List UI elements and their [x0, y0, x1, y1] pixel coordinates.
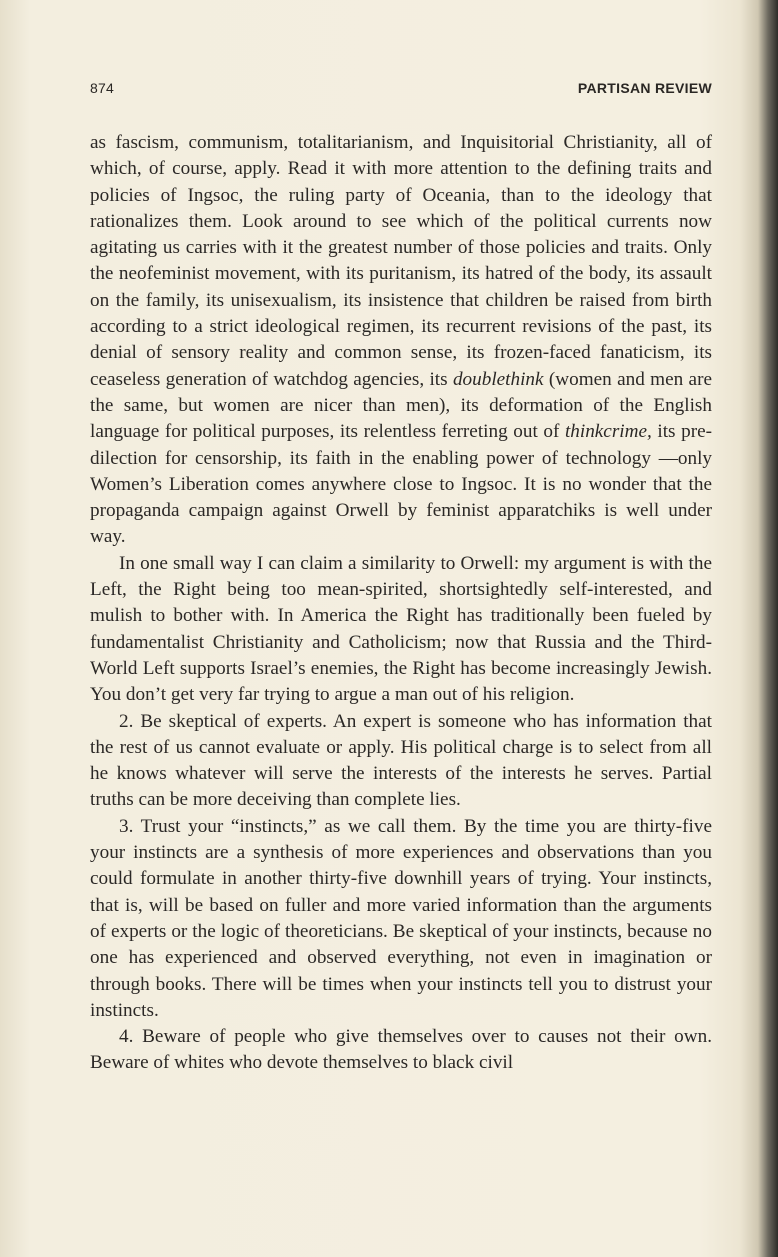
body-text	[90, 130, 712, 1077]
paragraph-point-2: 2. Be skeptical of experts. An expert is someone who has information that the rest of us cannot evaluate or apply. His political charge is to select from all he knows whatever will serve the interests of the interests he serves. Partial truths can be more deceiving than complete lies.	[90, 710, 712, 811]
paragraph-point-3: 3. Trust your “instincts,” as we call them. By the time you are thirty-five your instincts are a synthesis of more experiences and observations than you could formulate in another thirty-five downhill years of trying. Your instincts, that is, will be based on fuller and more varied information than the arguments of experts or the logic of theoreticians. Be skeptical of your instincts, because no one has experienced and observed everything, not even in imagination or through books. There will be times when your instincts tell you to distrust your instincts.	[90, 815, 712, 1021]
italic-term-thinkcrime: thinkcrime,	[564, 421, 652, 443]
italic-term-doublethink: doublethink	[452, 368, 544, 390]
text-run: (women and men are the same, but women are nicer than men), its deformation of the English language for political purposes, its relentless ferreting out of	[90, 368, 712, 443]
paragraph-point-4: 4. Beware of people who give themselves over to causes not their own. Beware of whites who devote themselves to black civil	[90, 1026, 712, 1074]
paragraph-orwell-similarity: In one small way I can claim a similarity to Orwell: my argument is with the Left, the Right being too mean-spirited, shortsightedly self-interested, and mulish to bother with. In America the Right has traditionally been fueled by fundamentalist Christianity and Catholicism; now that Russia and the Third-World Left supports Israel’s enemies, the Right has become increasingly Jewish. You don’t get very far trying to argue a man out of his religion.	[90, 552, 712, 706]
running-header	[90, 80, 712, 100]
text-run: its predilection for censorship, its faith in the enabling power of technology —only Women’s Liberation comes anywhere close to Ingsoc. It is no wonder that the propaganda campaign against Orwell by feminist apparatchiks is well under way.	[90, 421, 712, 548]
paragraph-continuation	[90, 130, 712, 551]
page-number: 874	[90, 80, 114, 96]
text-run: as fascism, communism, totalitarianism, and Inquisitorial Christianity, all of which, of course, apply. Read it with more attention to the defining traits and policies of Ingsoc, the ruling party of Oceania, than to the ideology that rationalizes them. Look around to see which of the political currents now agitating us carries with it the greatest number of those policies and traits. Only the neofeminist movement, with its puritanism, its hatred of the body, its assault on the family, its unisexualism, its insistence that children be raised from birth according to a strict ideological regimen, its recurrent revisions of the past, its denial of sensory reality and common sense, its frozen-faced fanaticism, its ceaseless generation of watchdog agencies, its	[90, 132, 712, 390]
running-title: PARTISAN REVIEW	[577, 80, 712, 96]
